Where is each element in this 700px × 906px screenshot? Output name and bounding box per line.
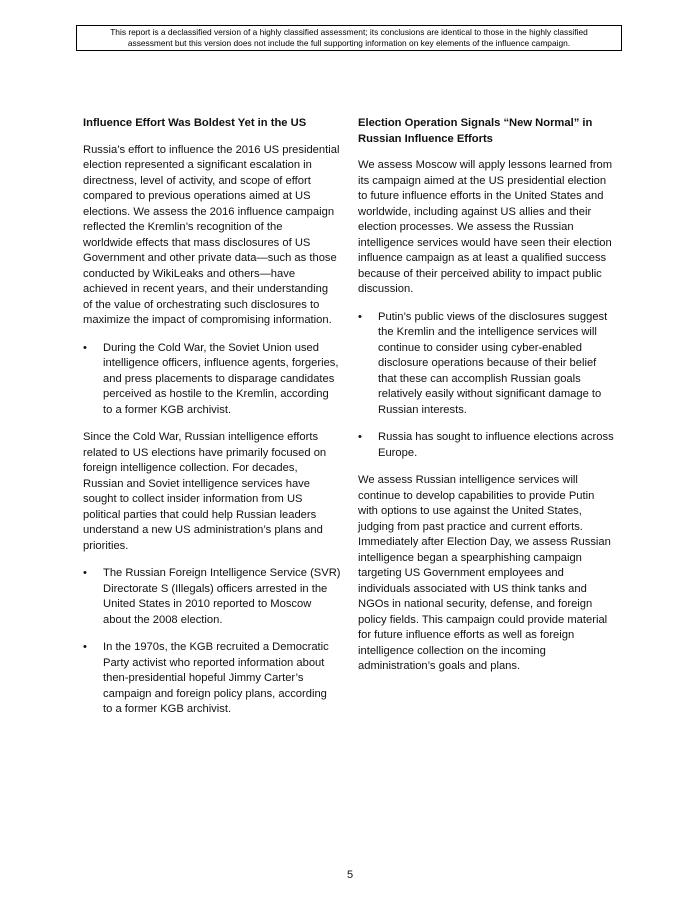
text-line: political parties that could help Russian leaders	[83, 508, 317, 521]
text-line: worldwide, including against US allies and their	[358, 205, 592, 218]
text-line: about the 2008 election.	[103, 613, 223, 626]
text-line: Government and other private data—such as those	[83, 252, 337, 264]
text-line: foreign intelligence collection. For decades,	[83, 462, 298, 474]
text-line: reflected the Kremlin’s recognition of the	[83, 221, 283, 233]
text-line: Since the Cold War, Russian intelligence efforts	[83, 431, 319, 443]
paragraph	[358, 158, 620, 298]
text-line: that these can accomplish Russian goals	[378, 372, 581, 385]
bullet-text	[103, 341, 345, 419]
bullet-icon: •	[83, 641, 87, 653]
bullet-text	[103, 566, 345, 628]
text-line: Election Operation Signals “New Normal” in	[358, 117, 593, 129]
bullet-icon: •	[83, 567, 87, 579]
text-line: related to US elections have primarily focused on	[83, 446, 327, 459]
text-line: directness, level of activity, and scope of effort	[83, 174, 311, 187]
text-line: targeting US Government employees and	[358, 567, 564, 579]
section-heading-new-normal	[358, 116, 620, 147]
text-line: to a former KGB archivist.	[103, 403, 232, 416]
text-line: achieved in recent years, and their understanding	[83, 283, 329, 295]
text-line: intelligence collection on the incoming	[358, 644, 546, 657]
text-line: its campaign aimed at the US presidential election	[358, 174, 607, 187]
text-line: elections. We assess the 2016 influence campaign	[83, 205, 335, 218]
text-line: Immediately after Election Day, we assess Russian	[358, 536, 611, 548]
classification-banner	[76, 25, 622, 51]
text-line: priorities.	[83, 539, 129, 552]
bullet-item	[83, 640, 345, 718]
text-line: intelligence began a spearphishing campaign	[358, 551, 582, 564]
left-column	[83, 116, 345, 718]
text-line: Russia’s effort to influence the 2016 US presidential	[83, 143, 340, 156]
text-line: We assess Moscow will apply lessons learned from	[358, 159, 613, 171]
text-line: Directorate S (Illegals) officers arrested in the	[103, 582, 328, 595]
banner-line-1: This report is a declassified version of a highly classified assessment; its conclusions are identical to those in the highly classified	[110, 27, 588, 37]
text-line: In the 1970s, the KGB recruited a Democratic	[103, 641, 329, 653]
bullet-icon: •	[358, 310, 362, 323]
text-line: United States in 2010 reported to Moscow	[103, 598, 312, 610]
paragraph	[83, 430, 345, 554]
text-line: intelligence services would have seen their election	[358, 236, 612, 249]
bullet-icon: •	[358, 431, 362, 443]
text-line: election processes. We assess the Russian	[358, 221, 574, 233]
right-column	[358, 116, 620, 675]
text-line: for future influence efforts as well as foreign	[358, 629, 575, 641]
text-line: campaign and foreign policy plans, according	[103, 687, 327, 700]
bullet-text	[103, 640, 345, 718]
text-line: discussion.	[358, 283, 414, 295]
text-line: with options to use against the United States,	[358, 505, 582, 517]
text-line: worldwide effects that mass disclosures of US	[83, 236, 311, 249]
paragraph	[83, 143, 345, 329]
text-line: Russia has sought to influence elections across	[378, 431, 614, 443]
bullet-item	[358, 310, 620, 419]
text-line: compared to previous operations aimed at US	[83, 190, 311, 202]
page-number: 5	[346, 869, 354, 881]
text-line: election represented a significant escalation in	[83, 159, 312, 171]
text-line: During the Cold War, the Soviet Union used	[103, 341, 319, 354]
text-line: understand a new US administration’s plans and	[83, 524, 323, 536]
text-line: then-presidential hopeful Jimmy Carter’s	[103, 672, 304, 684]
bullet-item	[83, 566, 345, 628]
text-line: to future influence efforts in the United States and	[358, 190, 604, 202]
text-line: Putin’s public views of the disclosures suggest	[378, 310, 608, 323]
bullet-item	[83, 341, 345, 419]
text-line: and press placements to disparage candidates	[103, 372, 335, 385]
text-line: administration’s goals and plans.	[358, 660, 521, 672]
text-line: We assess Russian intelligence services will	[358, 474, 578, 486]
section-heading-influence-effort: Influence Effort Was Boldest Yet in the US	[83, 117, 307, 129]
text-line: The Russian Foreign Intelligence Service (SVR)	[103, 567, 341, 579]
bullet-item	[358, 430, 620, 461]
bullet-text	[378, 310, 620, 419]
text-line: maximize the impact of compromising information.	[83, 314, 332, 326]
text-line: influence campaign as at least a qualified success	[358, 252, 607, 264]
banner-line-2: assessment but this version does not include the full supporting information on key elements of the influence campaign.	[127, 38, 571, 48]
text-line: policy fields. This campaign could provide material	[358, 613, 608, 626]
text-line: perceived as hostile to the Kremlin, according	[103, 388, 329, 400]
text-line: individuals associated with US think tanks and	[358, 582, 587, 595]
text-line: because of their perceived ability to impact public	[358, 267, 602, 280]
paragraph	[358, 473, 620, 675]
text-line: judging from past practice and current efforts.	[358, 520, 583, 533]
text-line: sought to collect insider information from US	[83, 493, 303, 505]
text-line: Party activist who reported information about	[103, 656, 325, 669]
text-line: NGOs in national security, defense, and foreign	[358, 598, 593, 610]
text-line: intelligence officers, influence agents, forgeries,	[103, 357, 339, 369]
text-line: continue to consider using cyber-enabled	[378, 341, 582, 354]
text-line: Russian interests.	[378, 403, 467, 416]
text-line: conducted by WikiLeaks and others—have	[83, 267, 296, 280]
text-line: relatively easily without significant damage to	[378, 388, 602, 400]
text-line: to a former KGB archivist.	[103, 703, 232, 715]
text-line: Russian and Soviet intelligence services have	[83, 477, 310, 490]
text-line: the Kremlin and the intelligence services will	[378, 326, 597, 338]
text-line: continue to develop capabilities to provide Putin	[358, 489, 595, 502]
bullet-icon: •	[83, 341, 87, 354]
text-line: disclosure operations because of their belief	[378, 357, 597, 369]
text-line: of the value of orchestrating such disclosures to	[83, 298, 320, 311]
bullet-text	[378, 430, 620, 461]
text-line: Europe.	[378, 446, 418, 459]
text-line: Russian Influence Efforts	[358, 132, 493, 145]
